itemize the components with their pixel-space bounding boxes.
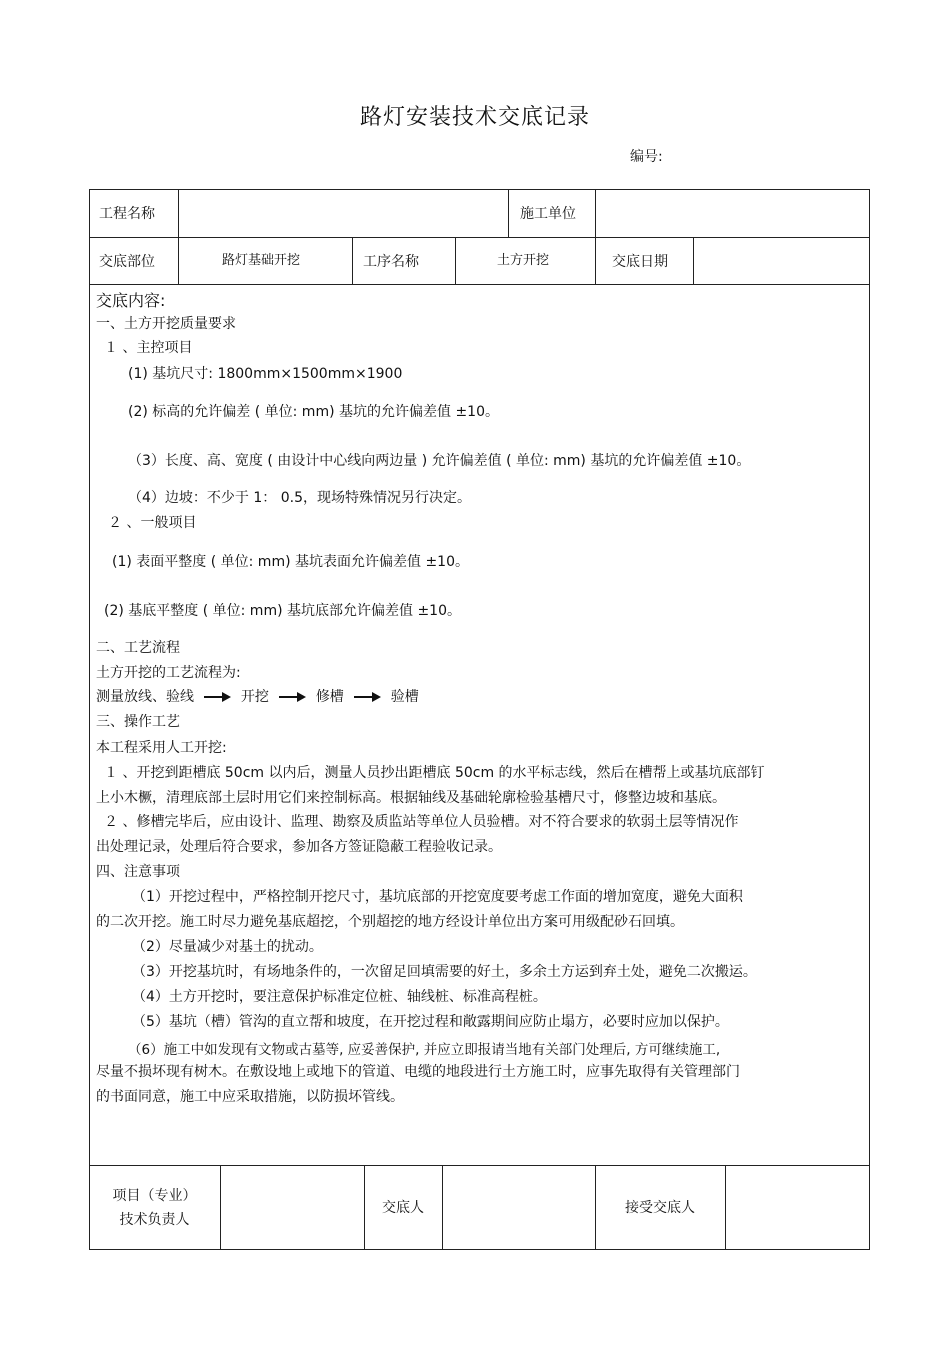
content-line: (2) 标高的允许偏差 ( 单位: mm) 基坑的允许偏差值 ±10。: [128, 404, 499, 420]
serial-number-label: 编号:: [630, 149, 663, 165]
location-label: 交底部位: [99, 253, 155, 270]
receiver-label: 接受交底人: [625, 1199, 695, 1216]
content-line: ２ 、一般项目: [108, 515, 197, 531]
content-line: 的二次开挖。施工时尽力避免基底超挖，个别超挖的地方经设计单位出方案可用级配砂石回填。: [96, 914, 684, 930]
flow-step: 修槽: [315, 689, 344, 705]
process-value: 土方开挖: [497, 253, 550, 268]
tech-lead-label-line: 项目（专业）: [112, 1187, 197, 1204]
date-value[interactable]: [700, 237, 860, 284]
col-divider: [595, 189, 596, 284]
content-line: （4）土方开挖时，要注意保护标准定位桩、轴线桩、标准高程桩。: [132, 989, 547, 1005]
section-heading: 一、土方开挖质量要求: [96, 316, 236, 332]
process-label: 工序名称: [363, 253, 419, 270]
content-line: 的书面同意，施工中应采取措施，以防损坏管线。: [96, 1089, 404, 1105]
content-line: （5）基坑（槽）管沟的直立帮和坡度，在开挖过程和敞露期间应防止塌方，必要时应加以保护。: [132, 1014, 729, 1030]
col-divider: [178, 189, 179, 284]
col-divider: [508, 189, 509, 237]
col-divider: [693, 237, 694, 284]
content-line: (2) 基底平整度 ( 单位: mm) 基坑底部允许偏差值 ±10。: [104, 603, 461, 619]
content-line: （4）边坡：不少于 1： 0.5，现场特殊情况另行决定。: [128, 490, 471, 506]
col-divider: [352, 237, 353, 284]
document-title: 路灯安装技术交底记录: [359, 105, 590, 130]
content-line: ２ 、修槽完毕后，应由设计、监理、勘察及质监站等单位人员验槽。对不符合要求的软弱土层等情况作: [104, 814, 739, 830]
content-line: （3）长度、高、宽度 ( 由设计中心线向两边量 ) 允许偏差值 ( 单位: mm) 基坑的允许偏差值 ±10。: [128, 453, 751, 469]
construction-unit-label: 施工单位: [520, 206, 576, 222]
section-heading: 二、工艺流程: [96, 640, 180, 656]
content-line: (1) 基坑尺寸: 1800mm×1500mm×1900: [128, 366, 403, 382]
row-divider: [89, 284, 870, 285]
content-line: １ 、主控项目: [104, 340, 193, 356]
receiver-signature[interactable]: [726, 1166, 869, 1250]
col-divider: [455, 237, 456, 284]
flow-step: 开挖: [240, 689, 269, 705]
arrow-right-icon: [277, 690, 307, 704]
section-heading: 四、注意事项: [96, 864, 180, 880]
content-line: 本工程采用人工开挖:: [96, 740, 227, 756]
content-line: 尽量不损坏现有树木。在敷设地上或地下的管道、电缆的地段进行土方施工时，应事先取得有关管理部门: [96, 1064, 740, 1080]
project-name-value[interactable]: [185, 189, 500, 237]
tech-lead-label-line: 技术负责人: [119, 1211, 190, 1228]
content-line: 土方开挖的工艺流程为:: [96, 665, 241, 681]
project-name-label: 工程名称: [99, 206, 155, 222]
date-label: 交底日期: [612, 253, 668, 270]
discloser-signature[interactable]: [443, 1166, 595, 1250]
arrow-right-icon: [202, 690, 232, 704]
content-line: （2）尽量减少对基土的扰动。: [132, 939, 323, 955]
flow-step: 验槽: [390, 689, 419, 705]
arrow-right-icon: [352, 690, 382, 704]
content-line: １ 、开挖到距槽底 50cm 以内后，测量人员抄出距槽底 50cm 的水平标志线，然后在槽帮上或基坑底部钉: [104, 765, 765, 781]
tech-lead-label: [89, 1165, 220, 1250]
discloser-label: 交底人: [382, 1199, 424, 1216]
content-line: 上小木橛，清理底部土层时用它们来控制标高。根据轴线及基础轮廓检验基槽尺寸，修整边坡和基底。: [96, 790, 726, 806]
content-line: 出处理记录，处理后符合要求，参加各方签证隐蔽工程验收记录。: [96, 839, 502, 855]
location-value: 路灯基础开挖: [222, 253, 301, 268]
process-flow: [96, 686, 419, 706]
content-line: （6）施工中如发现有文物或古墓等, 应妥善保护, 并应立即报请当地有关部门处理后, 方可继续施工,: [128, 1042, 721, 1058]
construction-unit-value[interactable]: [602, 189, 862, 237]
content-line: (1) 表面平整度 ( 单位: mm) 基坑表面允许偏差值 ±10。: [112, 554, 469, 570]
flow-step: 测量放线、验线: [96, 689, 194, 705]
content-heading: 交底内容:: [96, 291, 166, 310]
content-line: （1）开挖过程中，严格控制开挖尺寸，基坑底部的开挖宽度要考虑工作面的增加宽度，避免大面积: [132, 889, 743, 905]
tech-lead-signature[interactable]: [221, 1166, 364, 1250]
section-heading: 三、操作工艺: [96, 714, 180, 730]
content-line: （3）开挖基坑时，有场地条件的，一次留足回填需要的好土，多余土方运到弃土处，避免二次搬运。: [132, 964, 757, 980]
